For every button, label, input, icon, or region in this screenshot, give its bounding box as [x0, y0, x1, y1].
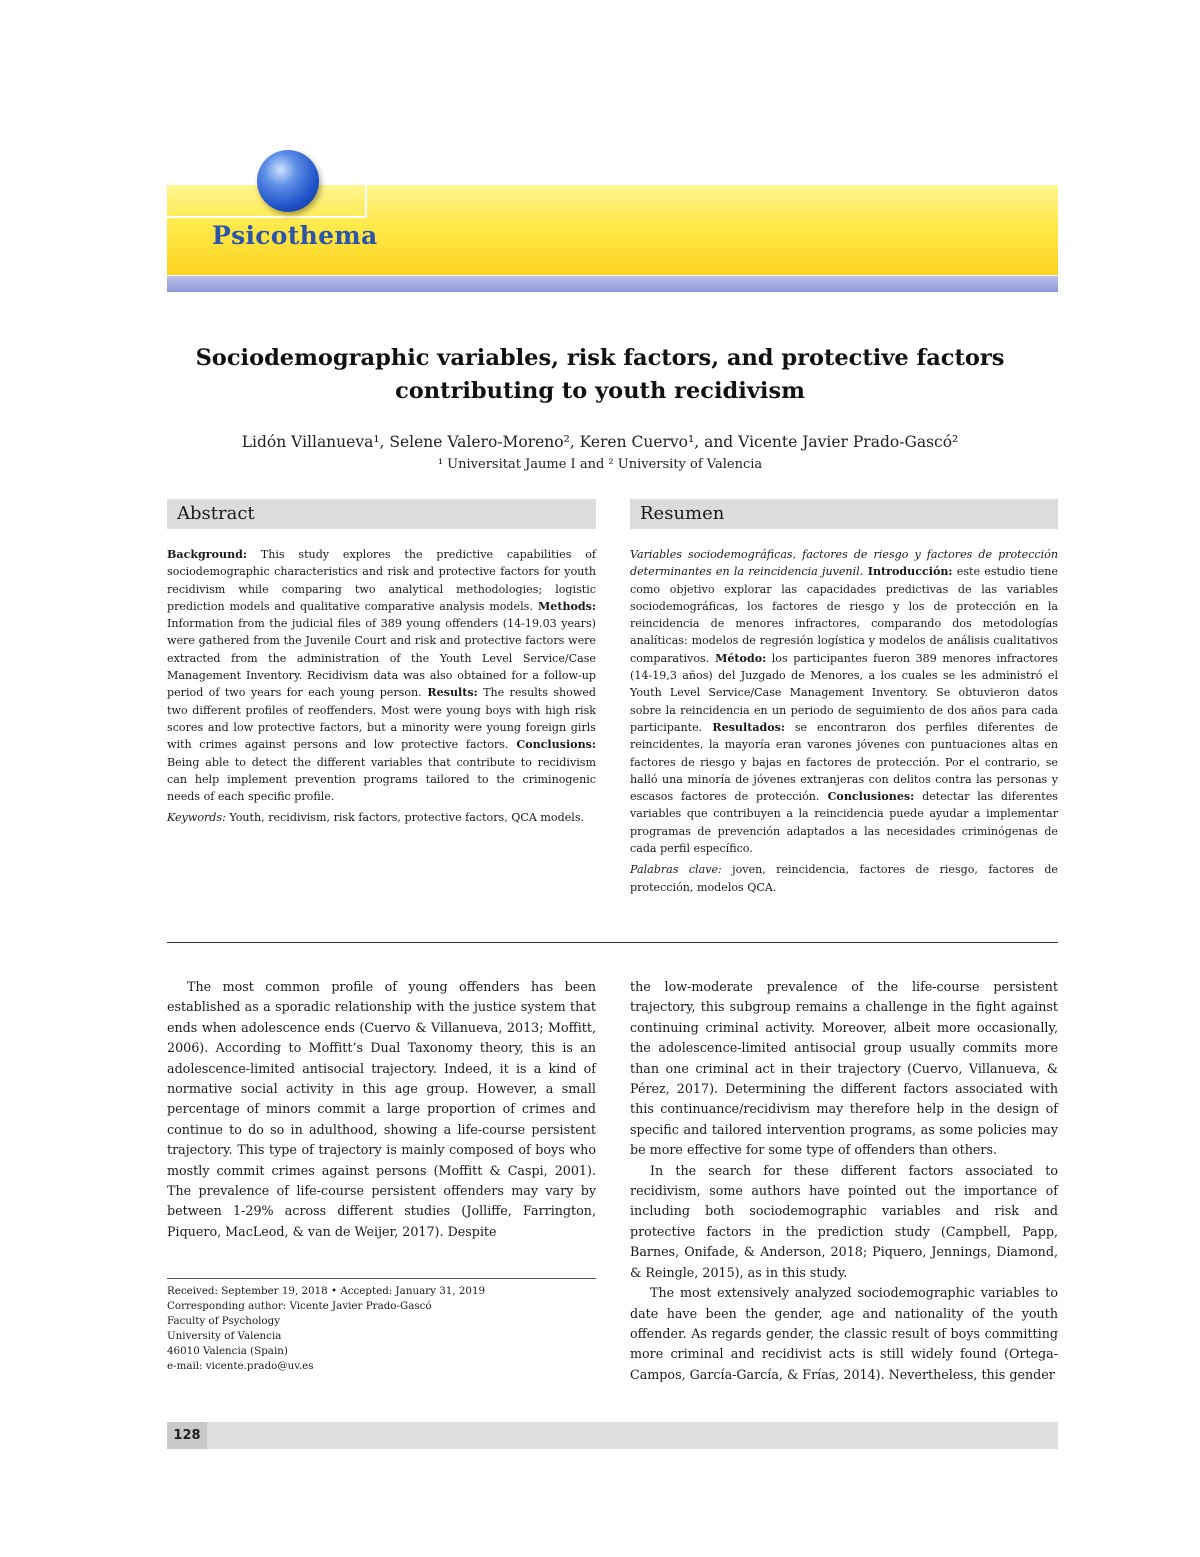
abstract-paragraph	[167, 546, 596, 805]
postal-address: 46010 Valencia (Spain)	[167, 1345, 288, 1358]
email-address[interactable]: e-mail: vicente.prado@uv.es	[167, 1360, 314, 1373]
spanish-title: Variables sociodemográficas, factores de riesgo y factores de protección determinantes en la reincidencia juvenil.	[630, 548, 1058, 579]
author-list: Lidón Villanueva¹, Selene Valero-Moreno², Keren Cuervo¹, and Vicente Javier Prado-Gascó²	[241, 433, 959, 451]
department: Faculty of Psychology	[167, 1315, 281, 1328]
article-title-line-2: contributing to youth recidivism	[395, 378, 805, 404]
page-number: 128	[167, 1422, 207, 1449]
conclusions-text: Being able to detect the different variables that contribute to recidivism can help implement prevention programs tailored to the criminogenic needs of each specific profile.	[167, 755, 596, 804]
abstract-heading: Abstract	[167, 499, 596, 529]
metodo-text: los participantes fueron 389 menores infractores (14-19,3 años) del Juzgado de Menores, a los cuales se les administró el Youth Level Service/Case Management Inventory. Se obtuvieron datos sobre la reincidencia en un periodo de seguimiento de dos años para cada participante.	[630, 651, 1058, 734]
palabras-clave-paragraph	[630, 861, 1058, 896]
body-paragraph: The most common profile of young offenders has been established as a sporadic relationship with the justice system that ends when adolescence ends (Cuervo & Villanueva, 2013; Moffitt, 2006). According to Moffitt’s Dual Taxonomy theory, this is an adolescence-limited antisocial trajectory. Indeed, it is a kind of normative social activity in this age group. However, a small percentage of minors commit a large proportion of crimes and continue to do so in adulthood, showing a life-course persistent trajectory. This type of trajectory is mainly composed of boys who mostly commit crimes against persons (Moffitt & Caspi, 2001). The prevalence of life-course persistent offenders may vary by between 1-29% across different studies (Jolliffe, Farrington, Piquero, MacLeod, & van de Weijer, 2017). Despite	[167, 979, 596, 1239]
methods-text: Information from the judicial files of 389 young offenders (14-19.03 years) were gathered from the Juvenile Court and risk and protective factors were extracted from the administration of the Youth Level Service/Case Management Inventory. Recidivism data was also obtained for a follow-up period of two years for each young person.	[167, 617, 596, 700]
article-title	[160, 342, 1040, 408]
resumen-body	[630, 546, 1058, 896]
banner-stripe	[167, 276, 1058, 292]
university: University of Valencia	[167, 1330, 282, 1343]
body-column-right	[630, 977, 1058, 1385]
article-title-line-1: Sociodemographic variables, risk factors, and protective factors	[195, 345, 1005, 371]
conclusiones-label: Conclusiones:	[819, 790, 915, 804]
journal-logo-sphere	[257, 150, 319, 212]
received-accepted-dates: Received: September 19, 2018 • Accepted: January 31, 2019	[167, 1285, 486, 1297]
results-text: The results showed two different profiles of reoffenders. Most were young boys with high risk scores and low protective factors, but a minority were young foreign girls with crimes against persons and low protective factors.	[167, 686, 596, 752]
keywords-text: Youth, recidivism, risk factors, protective factors, QCA models.	[225, 811, 585, 825]
section-divider	[167, 942, 1058, 943]
results-label: Results:	[421, 686, 478, 700]
body-column-left	[167, 977, 596, 1242]
methods-label: Methods:	[532, 599, 597, 613]
introduccion-text: este estudio tiene como objetivo explorar las capacidades predictivas de las variables sociodemográficas, los factores de riesgo y los de protección en la reincidencia de menores infractores, comparando dos metodologías analíticas: modelos de regresión logística y modelos de análisis cualitativos comparativos.	[630, 565, 1059, 665]
keywords-label: Keywords:	[167, 811, 226, 825]
body-paragraph: the low-moderate prevalence of the life-course persistent trajectory, this subgroup remains a challenge in the fight against continuing criminal activity. Moreover, albeit more occasionally, the adolescence-limited antisocial group usually commits more than one criminal act in their trajectory (Cuervo, Villanueva, & Pérez, 2017). Determining the different factors associated with this continuance/recidivism may therefore help in the design of specific and tailored intervention programs, as some policies may be more effective for some type of offenders than others.	[630, 979, 1058, 1158]
footnote-divider	[167, 1278, 596, 1279]
abstract-body	[167, 546, 596, 827]
body-paragraph: In the search for these different factors associated to recidivism, some authors have pointed out the importance of including both sociodemographic variables and risk and protective factors in the prediction study (Campbell, Papp, Barnes, Onifade, & Anderson, 2018; Piquero, Jennings, Diamond, & Reingle, 2015), as in this study.	[630, 1162, 1058, 1280]
page-footer-bar	[167, 1422, 1058, 1449]
footnote	[167, 1284, 596, 1375]
affiliations: ¹ Universitat Jaume I and ² University of Valencia	[437, 457, 763, 472]
palabras-clave-text: joven, reincidencia, factores de riesgo, factores de protección, modelos QCA.	[630, 863, 1058, 894]
body-paragraph: The most extensively analyzed sociodemographic variables to date have been the gender, age and nationality of the youth offender. As regards gender, the classic result of boys committing more criminal and recidivist acts is still widely found (Ortega-Campos, García-García, & Frías, 2014). Nevertheless, this gender	[630, 1285, 1058, 1382]
introduccion-label: Introducción:	[863, 565, 953, 579]
resumen-paragraph	[630, 546, 1058, 857]
metodo-label: Método:	[709, 651, 767, 665]
resultados-text: se encontraron dos perfiles diferentes de reincidentes, la mayoría eran varones jóvenes con puntuaciones altas en factores de riesgo y bajas en factores de protección. Por el contrario, se halló una minoría de jóvenes extranjeras con delitos contra las personas y escasos factores de protección.	[630, 720, 1058, 804]
keywords-paragraph	[167, 809, 596, 826]
background-text: This study explores the predictive capabilities of sociodemographic characteristics and risk and protective factors for youth recidivism while comparing two analytical methodologies; logistic prediction models and qualitative comparative analysis models.	[167, 548, 596, 613]
conclusiones-text: detectar las diferentes variables que contribuyen a la reincidencia puede ayudar a implementar programas de prevención adaptados a las necesidades criminógenas de cada perfil específico.	[630, 790, 1058, 856]
corresponding-author: Corresponding author: Vicente Javier Prado-Gascó	[167, 1300, 432, 1313]
background-label: Background:	[167, 548, 247, 561]
palabras-clave-label: Palabras clave:	[630, 863, 722, 877]
conclusions-label: Conclusions:	[508, 738, 596, 752]
resultados-label: Resultados:	[702, 720, 786, 734]
resumen-heading: Resumen	[630, 499, 1058, 529]
journal-name: Psicothema	[212, 221, 378, 250]
